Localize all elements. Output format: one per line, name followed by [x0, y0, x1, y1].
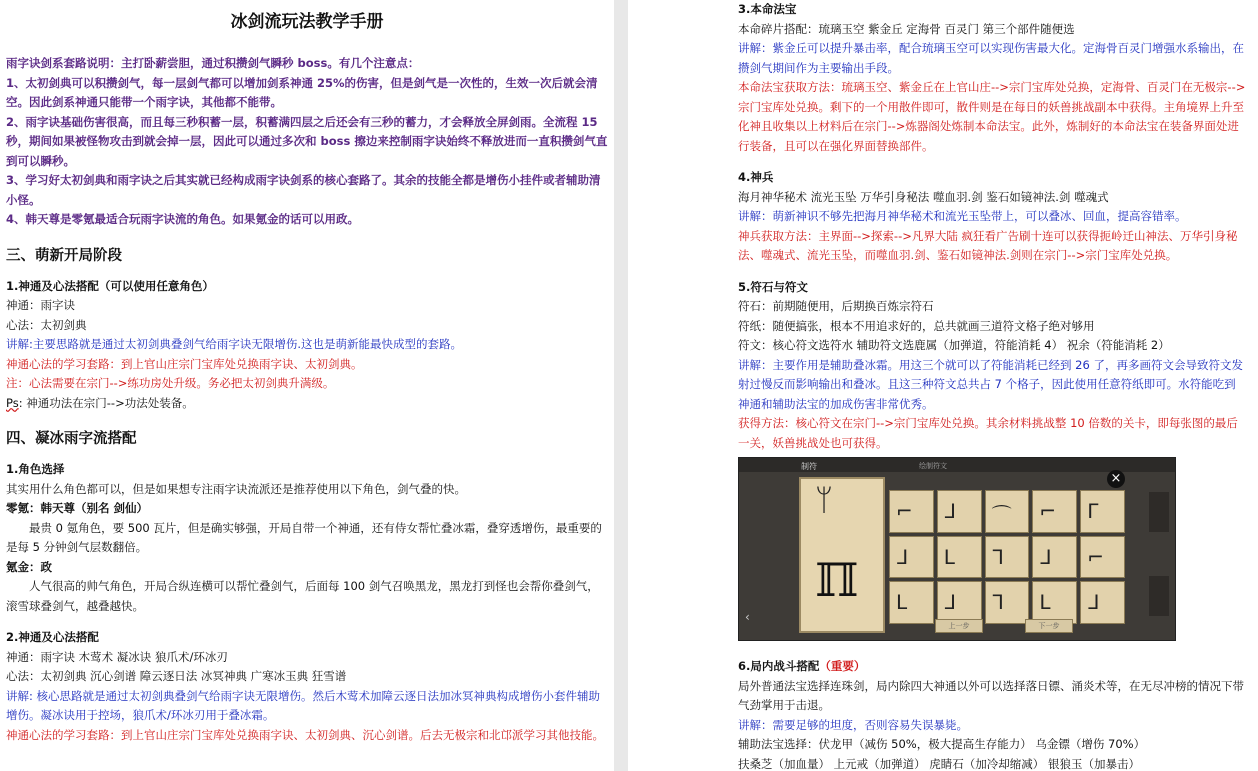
- rune-glyph: ⌒: [991, 503, 1012, 527]
- r3-explanation: 讲解：紫金丘可以提升暴击率，配合琉璃玉空可以实现伤害最大化。定海骨百灵门增强水系输出，在攒剑气期间作为主要输出手段。: [738, 41, 1244, 75]
- rune-cell: [985, 490, 1030, 533]
- ps-label: Ps: [6, 395, 19, 410]
- r6-aux-1: 辅助法宝选择：伏龙甲（减伤 50%，极大提高生存能力） 乌金镖（增伤 70%）: [738, 737, 1146, 751]
- rune-glyph: ᒪ: [896, 590, 908, 615]
- intro-point-3: 3、学习好太初剑典和雨字诀之后其实就已经构成雨字诀剑系的核心套路了。其余的技能全都是增伤小挂件或者辅助清小怪。: [6, 173, 601, 207]
- rune-glyph: ᒧ: [1039, 544, 1052, 569]
- s3-note: 注：心法需要在宗门-->练功房处升级。务必把太初剑典升满级。: [6, 376, 335, 390]
- s4-methods: 心法：太初剑典 沉心剑谱 障云逐日法 冰冥神典 广寒冰玉典 狂雪谱: [6, 669, 347, 683]
- r4-explanation: 讲解：萌新神识不够先把海月神华秘术和流光玉坠带上，可以叠冰、回血，提高容错率。: [738, 209, 1187, 223]
- rune-glyph: ᒧ: [943, 590, 956, 615]
- r-heading-4: 4.神兵: [738, 170, 774, 184]
- rune-cell: [889, 581, 934, 624]
- rune-cell: [889, 536, 934, 579]
- s3-ps: [6, 394, 608, 414]
- rune-cell: [1032, 490, 1077, 533]
- rune-cell: [937, 490, 982, 533]
- intro-point-1: 1、太初剑典可以积攒剑气，每一层剑气都可以增加剑系神通 25%的伤害，但是剑气是一次性的，生效一次后就会清空。因此剑系神通只能带一个雨字诀，其他都不能带。: [6, 75, 598, 109]
- r5-stone: 符石：前期随便用，后期换百炼宗符石: [738, 299, 934, 313]
- s3-subheading: 1.神通及心法搭配（可以使用任意角色）: [6, 278, 214, 293]
- rune-cell: [1032, 581, 1077, 624]
- r6-outer: 局外普通法宝选择连珠剑，局内除四大神通以外可以选择落日镖、涌炎术等，在无尽冲榜的情况下带气劲掌用于击退。: [738, 678, 1244, 712]
- r5-explanation: 讲解：主要作用是辅助叠冰霜。用这三个就可以了符能消耗已经到 26 了，再多画符文会导致符文发射过慢反而影响输出和叠冰。且这三种符文总共占 7 个格子，因此使用任意符纸即可。水符能吃到神通和辅助法宝的加成伤害非常优秀。: [738, 357, 1243, 411]
- r3-obtain: 本命法宝获取方法：琉璃玉空、紫金丘在上官山庄-->宗门宝库处兑换，定海骨、百灵门在无极宗-->宗门宝库处兑换。剩下的一个用散件即可，散件则是在每日的妖兽挑战副本中获得。主角境界上升至化神且收集以上材料后在宗门-->炼器阁处炼制本命法宝。此外，炼制好的本命法宝在装备界面处进行装备，且可以在强化界面替换部件。: [738, 80, 1246, 153]
- rune-glyph: ⌐: [1087, 544, 1104, 569]
- section-4-heading: 四、凝冰雨字流搭配: [6, 431, 137, 447]
- rune-cell: [1080, 581, 1125, 624]
- section-3-heading: 三、萌新开局阶段: [6, 247, 122, 264]
- r4-obtain: 神兵获取方法：主界面-->探索-->凡界大陆 疯狂看广告刷十连可以获得扼岭迁山神法、万华引身秘法、噬魂式、流光玉坠，而噬血羽.剑、鉴石如镜神法.剑则在宗门-->宗门宝库处兑换。: [738, 228, 1238, 262]
- r5-obtain: 获得方法：核心符文在宗门-->宗门宝库处兑换。其余材料挑战整 10 倍数的关卡，即每张图的最后一关，妖兽挑战处也可获得。: [738, 416, 1238, 450]
- intro-point-2: 2、雨字诀基础伤害很高，而且每三秒积蓄一层，积蓄满四层之后还会有三秒的蓄力，才会释放全屏剑雨。全流程 15 秒，期间如果被怪物攻击到就会掉一层，因此可以通过多次和 boss 擦边来控制雨字诀始终不释放进而一直积攒剑气直到可以瞬秒。: [6, 114, 608, 168]
- rune-glyph: ᒧ: [1087, 590, 1100, 615]
- next-step-button: 下一步: [1025, 619, 1073, 633]
- r3-shards: 本命碎片搭配：琉璃玉空 紫金丘 定海骨 百灵门 第三个部件随便选: [738, 21, 1075, 36]
- intro-point-4: 4、韩天尊是零氪最适合玩雨字诀流的角色。如果氪金的话可以用政。: [6, 212, 359, 226]
- r4-list: 海月神华秘术 流光玉坠 万华引身秘法 噬血羽.剑 鉴石如镜神法.剑 噬魂式: [738, 189, 1109, 204]
- s4-paid-role-desc: 人气很高的帅气角色，开局合纵连横可以帮忙叠剑气，后面每 100 剑气召唤黑龙，黑龙打到怪也会帮你叠剑气，滚雪球叠剑气，越叠越快。: [6, 579, 599, 613]
- screenshot-tab-draw: 绘制符文: [919, 462, 947, 470]
- s4-free-role-desc: 最贵 0 氪角色，要 500 瓦片，但是确实够强，开局自带一个神通，还有侍女帮忙叠冰霜，叠穿透增伤，最重要的是每 5 分钟剑气层数翻倍。: [6, 520, 602, 554]
- rune-glyph: ᒧ: [943, 499, 956, 523]
- s3-skill: 神通：雨字诀: [6, 298, 75, 312]
- rune-glyph: ᒣ: [991, 590, 1004, 615]
- rune-cell: [889, 490, 934, 533]
- rune-glyph: ⌐: [896, 499, 913, 523]
- s3-learning-route: 神通心法的学习套路：到上官山庄宗门宝库处兑换雨字诀、太初剑典。: [6, 356, 363, 371]
- s4-learning-route: 神通心法的学习套路：到上官山庄宗门宝库处兑换雨字诀、太初剑典、沉心剑谱。后去无极宗和北邙派学习其他技能。: [6, 727, 604, 742]
- r6-explanation: 讲解：需要足够的坦度，否则容易失误暴毙。: [738, 717, 968, 732]
- rune-cell: [1080, 536, 1125, 579]
- close-icon: ×: [1107, 470, 1125, 488]
- rune-cell: [937, 581, 982, 624]
- game-screenshot: [738, 457, 1176, 641]
- rune-cell: [985, 581, 1030, 624]
- s4-subheading-role: 1.角色选择: [6, 462, 65, 476]
- right-document-page: [628, 0, 1258, 771]
- rune-cell: [1032, 536, 1077, 579]
- left-document-page: [0, 0, 614, 771]
- rune-glyph: ᒥ: [1087, 499, 1099, 523]
- s4-subheading-combo: 2.神通及心法搭配: [6, 630, 99, 644]
- rune-cell: [1080, 490, 1125, 533]
- important-tag: （重要）: [819, 659, 866, 673]
- r5-runes: 符文：核心符文选符水 辅助符文选鹿属（加弹道，符能消耗 4） 祝余（符能消耗 2）: [738, 338, 1170, 352]
- r5-paper: 符纸：随便搞张，根本不用追求好的，总共就画三道符文格子绝对够用: [738, 318, 1095, 333]
- screenshot-tab: 制符: [801, 462, 817, 471]
- rune-cell: [985, 536, 1030, 579]
- s4-free-role: 零氪：韩天尊（别名 剑仙）: [6, 501, 149, 515]
- document-title: 冰剑流玩法教学手册: [230, 12, 384, 32]
- s3-explanation: 讲解:主要思路就是通过太初剑典叠剑气给雨字诀无限增伤.这也是萌新能最快成型的套路。: [6, 337, 463, 351]
- s4-skills: 神通：雨字诀 木莺术 凝冰诀 狼爪术/环冰刃: [6, 649, 228, 664]
- rune-cell: [937, 536, 982, 579]
- side-decoration: [1149, 576, 1169, 616]
- talisman-paper: [799, 477, 885, 633]
- prev-step-button: 上一步: [935, 619, 983, 633]
- rune-glyph: ᒣ: [991, 544, 1004, 569]
- talisman-top-symbol: ᛘ: [815, 483, 833, 518]
- r-heading-5: 5.符石与符文: [738, 279, 808, 294]
- rune-glyph: ᒧ: [896, 544, 909, 569]
- rune-glyph: ⌐: [1039, 499, 1057, 523]
- r-heading-6-text: 6.局内战斗搭配: [738, 659, 820, 673]
- s4-paid-role: 氪金：政: [6, 559, 52, 574]
- r6-aux-2: 扶桑芝（加血量） 上元戒（加弹道） 虎睛石（加冷却缩减） 银狼玉（加暴击）: [738, 756, 1140, 771]
- r-heading-6: [738, 657, 1246, 677]
- intro-heading: 雨字诀剑系套路说明：主打卧薪尝胆，通过积攒剑气瞬秒 boss。有几个注意点：: [6, 56, 420, 70]
- ps-text: : 神通功法在宗门-->功法处装备。: [18, 395, 194, 410]
- side-decoration: [1149, 492, 1169, 532]
- rune-glyph: ᒪ: [1039, 590, 1051, 615]
- rune-grid: [889, 490, 1125, 624]
- s4-role-intro: 其实用什么角色都可以，但是如果想专注雨字诀流派还是推荐使用以下角色，剑气叠的快。: [6, 481, 466, 496]
- r-heading-3: 3.本命法宝: [738, 2, 797, 16]
- talisman-bottom-symbol: ℿ: [815, 553, 859, 607]
- rune-glyph: ᒪ: [943, 544, 955, 569]
- s4-explanation: 讲解: 核心思路就是通过太初剑典叠剑气给雨字诀无限增伤。然后木莺术加障云逐日法加冰冥神典构成增伤小套件辅助增伤。凝冰诀用于控场，狼爪术/环冰刃用于叠冰霜。: [6, 688, 601, 722]
- s3-method: 心法：太初剑典: [6, 317, 87, 332]
- back-arrow-icon: ‹: [745, 610, 750, 624]
